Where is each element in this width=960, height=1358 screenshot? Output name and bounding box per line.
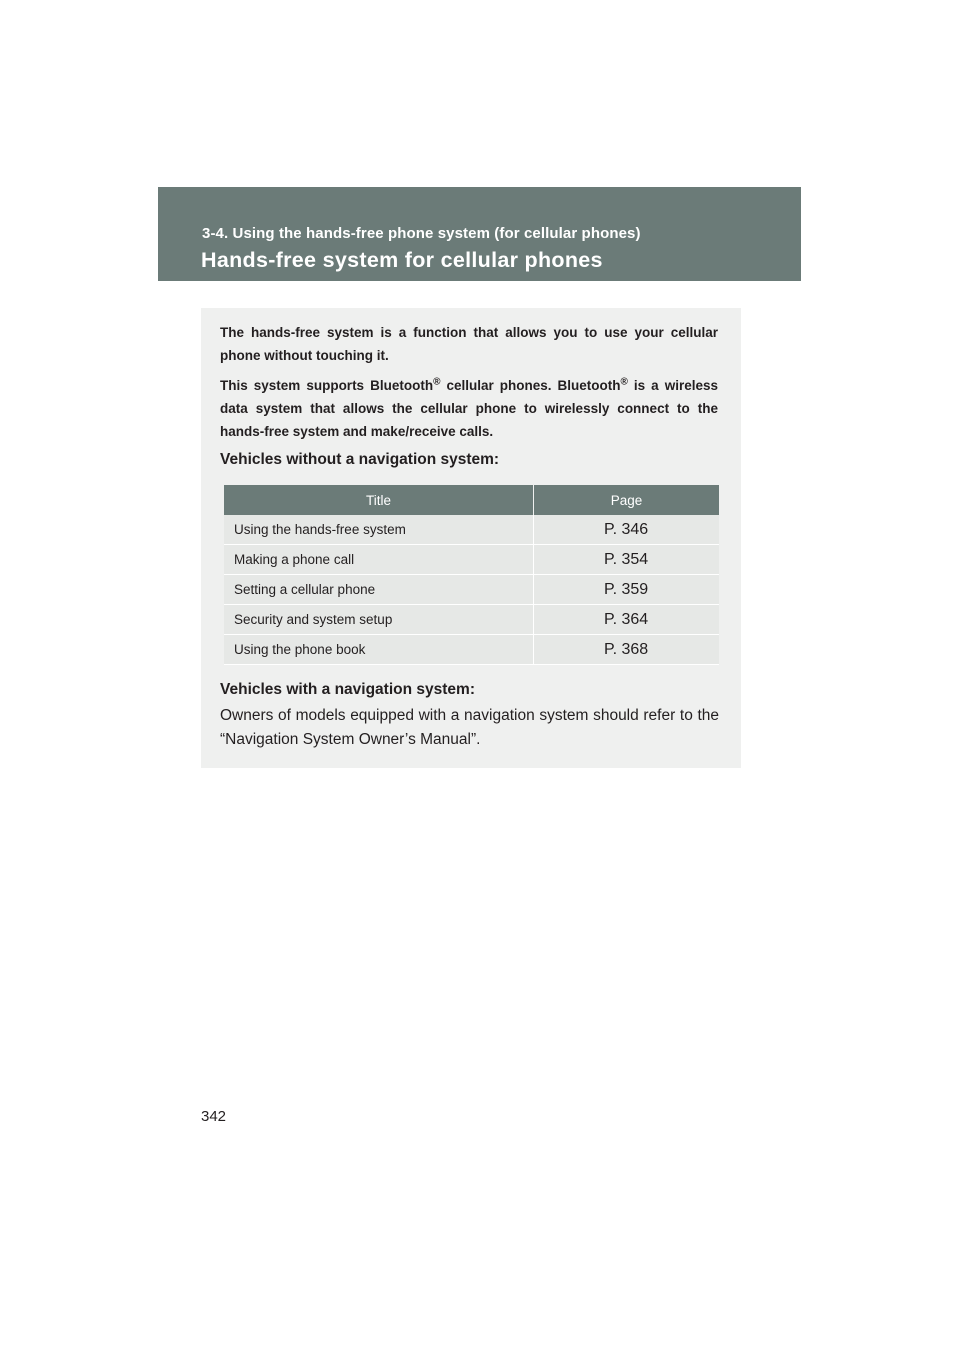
intro-p2-part1: This system supports Bluetooth (220, 378, 434, 393)
page-header (158, 187, 801, 281)
reference-table (224, 485, 719, 665)
intro-p2-part2: cellular phones. Bluetooth (440, 378, 621, 393)
column-header-title: Title (224, 485, 534, 515)
registered-mark: ® (620, 376, 628, 388)
intro-paragraph-1: The hands-free system is a function that allows you to use your cellular phone without touching it. (220, 325, 718, 363)
row-title: Setting a cellular phone (224, 575, 534, 605)
row-page: P. 354 (534, 545, 720, 575)
row-title: Security and system setup (224, 605, 534, 635)
row-title: Making a phone call (224, 545, 534, 575)
with-nav-heading: Vehicles with a navigation system: (220, 681, 475, 698)
content-panel (201, 308, 741, 768)
table-row (224, 575, 719, 605)
row-page: P. 346 (534, 515, 720, 545)
row-page: P. 359 (534, 575, 720, 605)
page-number: 342 (201, 1108, 227, 1125)
row-page: P. 368 (534, 635, 720, 665)
table-header-row (224, 485, 719, 515)
table-row (224, 515, 719, 545)
row-title: Using the hands-free system (224, 515, 534, 545)
intro-text (220, 321, 718, 450)
row-page: P. 364 (534, 605, 720, 635)
registered-mark: ® (433, 376, 441, 388)
table-row (224, 605, 719, 635)
without-nav-heading: Vehicles without a navigation system: (220, 451, 500, 468)
table-row (224, 635, 719, 665)
table-row (224, 545, 719, 575)
section-label: 3-4. Using the hands-free phone system (for cellular phones) (202, 225, 641, 242)
intro-p2-part3: is a wireless data system that allows the cellular phone to wirelessly connect to the hands-free system and make/receive calls. (220, 378, 718, 439)
page-title: Hands-free system for cellular phones (201, 248, 603, 272)
row-title: Using the phone book (224, 635, 534, 665)
column-header-page: Page (534, 485, 720, 515)
with-nav-text: Owners of models equipped with a navigation system should refer to the “Navigation System Owner’s Manual”. (220, 707, 719, 748)
intro-paragraph-2 (220, 374, 718, 443)
